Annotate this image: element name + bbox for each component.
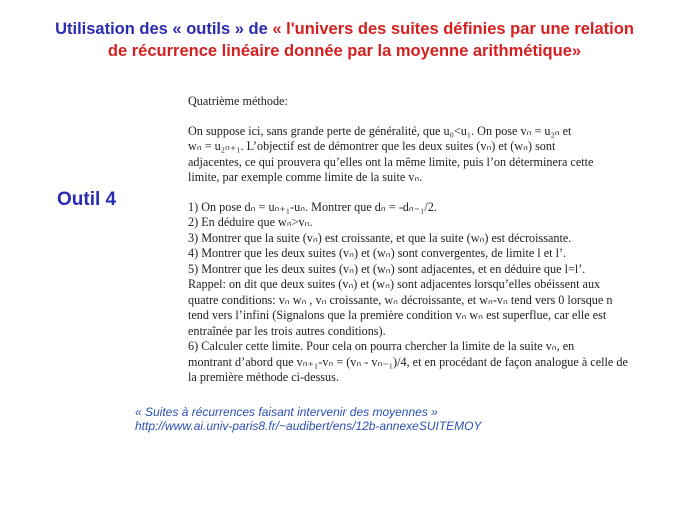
reference-title: « Suites à récurrences faisant intervenir des moyennes »	[135, 405, 438, 419]
step-line: entraînée par les trois autres conditions).	[188, 323, 386, 338]
step-line: montrant d’abord que vₙ₊₁-vₙ = (vₙ - vₙ₋₁)/4, et en procédant de façon analogue à celle de	[188, 354, 628, 369]
document-steps	[188, 200, 643, 386]
reference-url[interactable]: http://www.ai.univ-paris8.fr/~audibert/ens/12b-annexeSUITEMOY	[135, 419, 482, 433]
step-line: 5) Montrer que les deux suites (vₙ) et (wₙ) sont adjacentes, et en déduire que l=l’.	[188, 261, 586, 276]
step-line: 2) En déduire que wₙ>vₙ.	[188, 215, 313, 229]
intro-line: wₙ = u₂ₙ₊₁. L’objectif est de démontrer que les deux suites (vₙ) et (wₙ) sont	[188, 139, 556, 153]
title-part-1: Utilisation des « outils » de	[55, 20, 273, 38]
slide-title	[0, 18, 689, 62]
title-line-2: de récurrence linéaire donnée par la moyenne arithmétique»	[107, 42, 582, 60]
step-line: Rappel: on dit que deux suites (vₙ) et (wₙ) sont adjacentes lorsqu’elles obéissent aux	[188, 277, 601, 291]
step-line: 6) Calculer cette limite. Pour cela on pourra chercher la limite de la suite vₙ, en	[188, 339, 575, 353]
document-heading: Quatrième méthode:	[188, 94, 288, 108]
title-part-2: « l'univers des suites définies par une relation	[272, 20, 634, 38]
intro-line: limite, par exemple comme limite de la suite vₙ.	[188, 170, 423, 184]
reference-citation	[135, 405, 482, 433]
step-line: 1) On pose dₙ = uₙ₊₁-uₙ. Montrer que dₙ = -dₙ₋₁/2.	[188, 199, 437, 214]
tool-label: Outil 4	[57, 189, 117, 210]
document-excerpt	[188, 94, 643, 386]
step-line: quatre conditions: vₙ wₙ , vₙ croissante, wₙ décroissante, et wₙ-vₙ tend vers 0 lorsque n	[188, 292, 613, 307]
document-intro	[188, 124, 643, 186]
intro-line: adjacentes, ce qui prouvera qu’elles ont la même limite, puis l’on déterminera cette	[188, 154, 594, 169]
intro-line: On suppose ici, sans grande perte de généralité, que u₀<u₁. On pose vₙ = u₂ₙ et	[188, 123, 572, 138]
step-line: 4) Montrer que les deux suites (vₙ) et (wₙ) sont convergentes, de limite l et l’.	[188, 246, 567, 260]
step-line: la première méthode ci-dessus.	[188, 370, 339, 384]
step-line: tend vers l’infini (Signalons que la première condition vₙ wₙ est superflue, car elle est	[188, 308, 607, 322]
step-line: 3) Montrer que la suite (vₙ) est croissante, et que la suite (wₙ) est décroissante.	[188, 230, 572, 245]
